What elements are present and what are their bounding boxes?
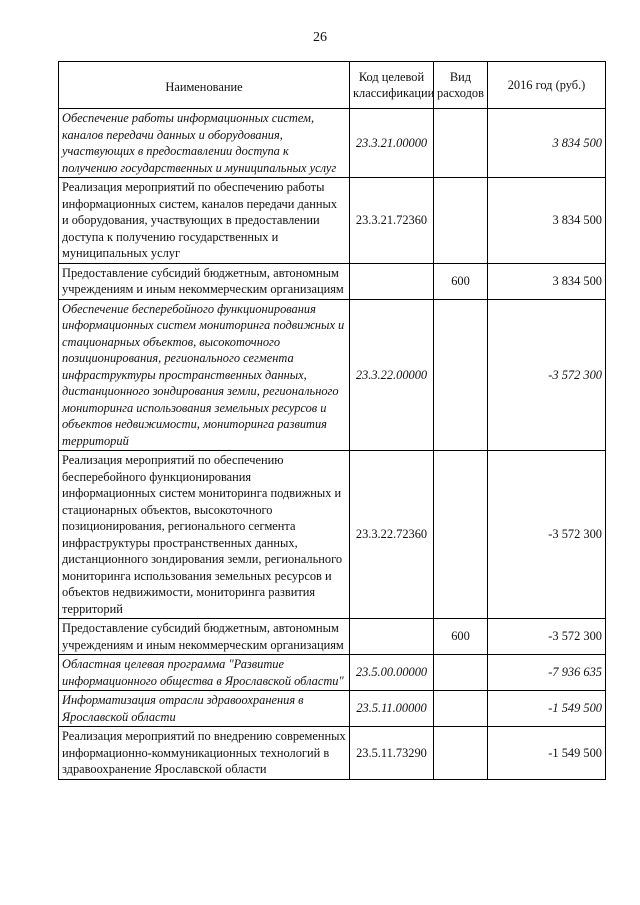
header-kind: Вид расходов [434,62,488,109]
cell-kind [434,178,488,264]
table-row [59,619,606,655]
cell-amount: -3 572 300 [488,619,606,655]
cell-name: Реализация мероприятий по внедрению современных информационно-коммуникационных технологий в здравоохранение Ярославской области [59,727,350,780]
cell-name: Реализация мероприятий по обеспечению бесперебойного функционирования информационных систем мониторинга подвижных и стационарных объектов, высокоточного позиционирования, регионального сегмента инфраструктуры пространственных данных, дистанционного зондирования земли, регионального мониторинга использования земельных ресурсов и объектов недвижимости, мониторинга развития территорий [59,451,350,619]
cell-name: Областная целевая программа "Развитие информационного общества в Ярославской области" [59,655,350,691]
header-amount: 2016 год (руб.) [488,62,606,109]
cell-name: Реализация мероприятий по обеспечению работы информационных систем, каналов передачи данных и оборудования, участвующих в предоставлении доступа к получению государственных и муниципальных услуг [59,178,350,264]
cell-code: 23.3.22.00000 [350,299,434,451]
cell-name: Информатизация отрасли здравоохранения в Ярославской области [59,691,350,727]
cell-kind [434,727,488,780]
table-row [59,655,606,691]
cell-code: 23.5.00.00000 [350,655,434,691]
cell-code: 23.3.22.72360 [350,451,434,619]
table-row [59,451,606,619]
table-row [59,178,606,264]
cell-name: Предоставление субсидий бюджетным, автономным учреждениям и иным некоммерческим организациям [59,619,350,655]
cell-kind [434,655,488,691]
cell-code [350,619,434,655]
cell-name: Обеспечение бесперебойного функционирования информационных систем мониторинга подвижных и стационарных объектов, высокоточного позиционирования, регионального сегмента инфраструктуры пространственных данных, дистанционного зондирования земли, регионального мониторинга использования земельных ресурсов и объектов недвижимости, мониторинга развития территорий [59,299,350,451]
cell-amount: -3 572 300 [488,299,606,451]
cell-amount: 3 834 500 [488,263,606,299]
header-name: Наименование [59,62,350,109]
cell-kind [434,691,488,727]
cell-name: Предоставление субсидий бюджетным, автономным учреждениям и иным некоммерческим организациям [59,263,350,299]
table-row [59,263,606,299]
cell-kind [434,299,488,451]
cell-code [350,263,434,299]
cell-kind [434,451,488,619]
cell-amount: -1 549 500 [488,727,606,780]
table-body [59,109,606,780]
cell-kind: 600 [434,619,488,655]
cell-kind [434,109,488,178]
table-row [59,299,606,451]
cell-code: 23.3.21.72360 [350,178,434,264]
cell-code: 23.3.21.00000 [350,109,434,178]
table-row [59,727,606,780]
cell-code: 23.5.11.73290 [350,727,434,780]
table-row [59,109,606,178]
cell-name: Обеспечение работы информационных систем, каналов передачи данных и оборудования, участвующих в предоставлении доступа к получению государственных и муниципальных услуг [59,109,350,178]
cell-amount: 3 834 500 [488,109,606,178]
table-row [59,691,606,727]
header-code: Код целевой классификации [350,62,434,109]
budget-table [58,61,606,780]
cell-amount: -1 549 500 [488,691,606,727]
cell-kind: 600 [434,263,488,299]
cell-code: 23.5.11.00000 [350,691,434,727]
page-number: 26 [313,30,327,45]
table-header-row [59,62,606,109]
cell-amount: -7 936 635 [488,655,606,691]
cell-amount: 3 834 500 [488,178,606,264]
cell-amount: -3 572 300 [488,451,606,619]
